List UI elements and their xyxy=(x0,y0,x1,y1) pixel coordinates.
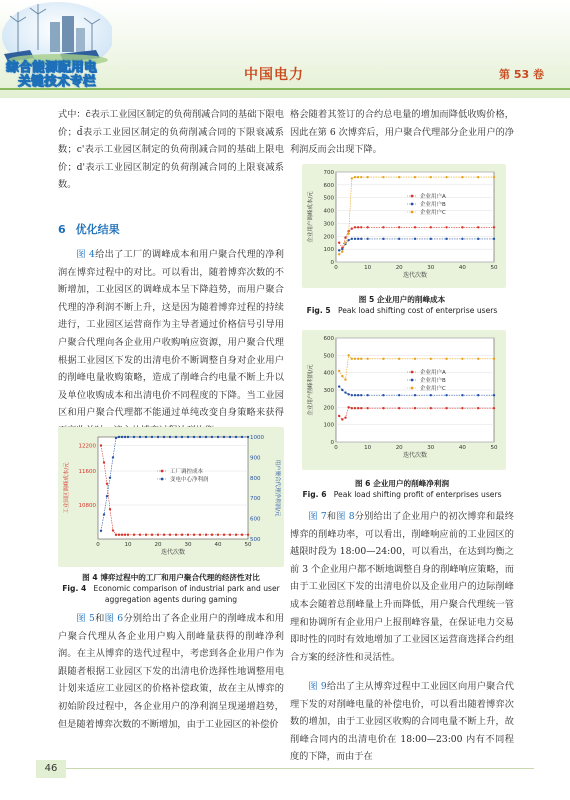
data-point xyxy=(127,534,129,536)
fig4-label: Fig. 4 xyxy=(62,584,87,593)
data-point xyxy=(341,251,343,253)
y-tick-label: 500 xyxy=(323,353,334,360)
data-point xyxy=(445,176,447,178)
data-point xyxy=(100,530,102,532)
data-point xyxy=(461,394,463,396)
data-point xyxy=(145,534,147,536)
x-axis-label: 迭代次数 xyxy=(402,272,428,279)
data-point xyxy=(382,238,384,240)
y-right-tick-label: 900 xyxy=(250,455,261,462)
data-point xyxy=(430,226,432,228)
left-paragraph-fig5-6 xyxy=(58,610,284,733)
data-point xyxy=(115,437,117,439)
fig4-caption-en xyxy=(58,583,284,605)
data-point xyxy=(354,358,356,360)
data-point xyxy=(351,358,353,360)
y-tick-label: 0 xyxy=(330,260,334,266)
data-point xyxy=(229,436,231,438)
data-point xyxy=(151,436,153,438)
data-point xyxy=(205,436,207,438)
data-point xyxy=(145,436,147,438)
y-tick-label: 11600 xyxy=(78,469,96,475)
x-tick-label: 40 xyxy=(458,265,466,271)
data-point xyxy=(181,534,183,536)
data-point xyxy=(338,415,340,417)
data-point xyxy=(493,407,495,409)
data-point xyxy=(118,436,120,438)
fig5-label: Fig. 5 xyxy=(306,306,331,315)
data-point xyxy=(347,354,349,356)
fig4-caption-en-text: Economic comparison of industrial park and user aggregation agents during gaming xyxy=(93,584,280,604)
data-point xyxy=(338,249,340,251)
fig5-caption-en xyxy=(290,305,514,316)
data-point xyxy=(366,394,368,396)
data-point xyxy=(357,394,359,396)
fig8-reference-link[interactable]: 图 8 xyxy=(336,511,355,522)
y-right-tick-label: 600 xyxy=(250,516,261,523)
fig6-caption-en-text: Peak load shifting profit of enterprises users xyxy=(333,490,502,499)
legend-label: 企业用户C xyxy=(420,386,446,392)
data-point xyxy=(357,226,359,228)
data-point xyxy=(477,226,479,228)
data-point xyxy=(121,436,123,438)
y-tick-label: 600 xyxy=(323,182,334,189)
data-point xyxy=(341,389,343,391)
data-point xyxy=(414,176,416,178)
data-point xyxy=(398,238,400,240)
data-point xyxy=(398,407,400,409)
x-tick-label: 0 xyxy=(334,265,338,271)
data-point xyxy=(199,436,201,438)
data-point xyxy=(360,226,362,228)
fig6-reference-link[interactable]: 图 6 xyxy=(104,613,124,624)
data-point xyxy=(493,394,495,396)
fig5-reference-link[interactable]: 图 5 xyxy=(76,613,95,624)
data-point xyxy=(347,239,349,241)
data-point xyxy=(211,436,213,438)
x-axis-label: 迭代次数 xyxy=(160,549,186,556)
x-tick-label: 30 xyxy=(427,265,435,271)
data-point xyxy=(398,176,400,178)
data-point xyxy=(211,534,213,536)
data-point xyxy=(139,534,141,536)
page-number: 46 xyxy=(36,760,66,778)
data-point xyxy=(223,436,225,438)
y-tick-label: 400 xyxy=(323,208,334,215)
data-point xyxy=(100,444,102,446)
data-point xyxy=(360,394,362,396)
y-axis-label: 企业用户削峰利润/元 xyxy=(308,364,314,416)
data-point xyxy=(414,358,416,360)
fig5-caption-en-text: Peak load shifting cost of enterprise users xyxy=(337,306,498,315)
data-point xyxy=(430,394,432,396)
right-paragraph-fig9 xyxy=(290,678,514,766)
y-axis-label: 企业用户调峰成本/元 xyxy=(308,191,314,243)
x-tick-label: 50 xyxy=(244,542,252,548)
paragraph-text: 给出了主从博弈过程中工业园区向用户聚合代理下发的对削峰电量的补偿电价，可以看出随着博弈次数的增加，由于工业园区收购的合同电量不断上升，故削峰合同内的出清电价在 18:00—23:00 内有不同程度的下降，而由于在 xyxy=(290,681,514,763)
y-tick-label: 400 xyxy=(323,370,334,377)
data-point xyxy=(357,358,359,360)
paragraph-text: 分别给出了各企业用户的削峰成本和用户聚合代理从各企业用户购入削峰量获得的削峰净利润。在主从博弈的迭代过程中，考虑到各企业用户作为跟随者根据工业园区下发的出清电价选择性地调整用电计划来适应工业园区的价格补偿政策，故在主从博弈的初始阶段过程中，各企业用户的净利润呈现递增趋势，但是随着博弈次数的不断增加，由于工业园区的补偿价 xyxy=(58,613,285,730)
y-tick-label: 10800 xyxy=(78,503,96,509)
x-tick-label: 30 xyxy=(184,542,192,548)
data-point xyxy=(124,436,126,438)
data-point xyxy=(124,534,126,536)
journal-title: 中国电力 xyxy=(244,67,304,83)
data-point xyxy=(477,394,479,396)
data-point xyxy=(366,358,368,360)
data-point xyxy=(477,176,479,178)
paragraph-text: 分别给出了企业用户的初次博弈和最终博弈的削峰功率，可以看出，削峰响应前的工业园区的越限时段为 18:00—24:00，可以看出，在达到均衡之前 3 个企业用户都不断地调整自身的削峰响应策略，而由于工业园区下发的出清电价以及企业用户的边际削峰成本会随着总削峰量上升而降低，用户聚合代理统一管理和协调所有企业用户上报削峰容量，在保证电力交易即时性的同时有效地增加了工业园区运营商选择合约组合方案的经济性和灵活性。 xyxy=(290,511,514,663)
data-point xyxy=(112,456,114,458)
data-point xyxy=(477,407,479,409)
fig6-chart xyxy=(302,330,506,470)
y-tick-label: 100 xyxy=(323,247,334,254)
legend-label: 变电中心净利润 xyxy=(170,477,209,483)
y-tick-label: 500 xyxy=(323,195,334,202)
y-tick-label: 12200 xyxy=(78,443,96,450)
section-heading xyxy=(58,221,130,237)
data-point xyxy=(360,176,362,178)
data-point xyxy=(112,529,114,531)
data-point xyxy=(382,176,384,178)
legend-label: 企业用户B xyxy=(420,202,446,208)
data-point xyxy=(106,495,108,497)
data-point xyxy=(461,238,463,240)
y-tick-label: 300 xyxy=(323,221,334,228)
data-point xyxy=(360,238,362,240)
y-tick-label: 100 xyxy=(323,422,334,429)
y-tick-label: 200 xyxy=(323,234,334,241)
legend-label: 企业用户B xyxy=(420,378,446,384)
plot-area xyxy=(98,437,248,539)
x-tick-label: 0 xyxy=(334,445,338,451)
data-point xyxy=(347,233,349,235)
section-title: 优化结果 xyxy=(75,223,120,236)
data-point xyxy=(430,176,432,178)
data-point xyxy=(382,358,384,360)
data-point xyxy=(347,393,349,395)
y-right-tick-label: 700 xyxy=(250,496,261,503)
data-point xyxy=(414,394,416,396)
fig5-caption-cn: 图 5 企业用户的削峰成本 xyxy=(358,295,446,304)
y-right-axis-label: 用户聚合代理净利润/元 xyxy=(274,459,280,517)
data-point xyxy=(187,436,189,438)
x-tick-label: 50 xyxy=(490,445,498,451)
fig6-caption-cn: 图 6 企业用户的削峰净利润 xyxy=(354,479,450,488)
y-tick-label: 600 xyxy=(323,336,334,342)
data-point xyxy=(366,226,368,228)
logo-title-line2: 关键技术专栏 xyxy=(18,73,97,88)
data-point xyxy=(241,436,243,438)
data-point xyxy=(461,226,463,228)
figure-4 xyxy=(58,427,284,567)
data-point xyxy=(344,378,346,380)
data-point xyxy=(493,226,495,228)
and-word: 和 xyxy=(94,613,105,624)
data-point xyxy=(344,391,346,393)
data-point xyxy=(366,407,368,409)
fig4-chart xyxy=(58,427,284,567)
x-tick-label: 0 xyxy=(96,542,100,548)
data-point xyxy=(344,417,346,419)
data-point xyxy=(241,534,243,536)
fig4-reference-link[interactable]: 图 4 xyxy=(76,249,95,260)
data-point xyxy=(357,407,359,409)
x-tick-label: 40 xyxy=(458,445,466,451)
logo-title-line1: 综合能源配用电 xyxy=(6,59,98,74)
data-point xyxy=(157,436,159,438)
x-tick-label: 40 xyxy=(214,542,222,548)
data-point xyxy=(229,534,231,536)
x-tick-label: 20 xyxy=(154,542,162,548)
data-point xyxy=(382,394,384,396)
data-point xyxy=(247,534,249,536)
data-point xyxy=(235,436,237,438)
data-point xyxy=(398,394,400,396)
data-point xyxy=(351,407,353,409)
data-point xyxy=(338,242,340,244)
data-point xyxy=(193,534,195,536)
footer-rule xyxy=(66,768,534,769)
data-point xyxy=(127,436,129,438)
data-point xyxy=(247,436,249,438)
paragraph-text: 给出了工厂的调峰成本和用户聚合代理的净利润在博弈过程中的对比。可以看出，随着博弈次数的不断增加，工业园区的调峰成本呈下降趋势，而用户聚合代理的净利润不断上升，这是因为随着博弈过程的持续进行，工业园区运营商作为主导者通过价格信号引导用户聚合代理向各企业用户收购响应资源，用户聚合代理根据工业园区下发的出清电价不断调整自身对企业用户的削峰电量收购策略，造成了削峰合约电量不断上升以及单位收购成本和出清电价不同程度的下降。当工业园区和用户聚合代理都不能通过单纯改变自身策略来获得 xyxy=(58,249,284,419)
data-point xyxy=(338,253,340,255)
data-point xyxy=(109,477,111,479)
data-point xyxy=(354,176,356,178)
figure-5 xyxy=(302,164,506,288)
data-point xyxy=(445,407,447,409)
data-point xyxy=(223,534,225,536)
data-point xyxy=(103,461,105,463)
data-point xyxy=(382,407,384,409)
data-point xyxy=(493,238,495,240)
data-point xyxy=(382,226,384,228)
data-point xyxy=(430,358,432,360)
data-point xyxy=(445,358,447,360)
y-right-tick-label: 500 xyxy=(250,537,261,543)
y-right-tick-label: 1000 xyxy=(250,435,264,441)
right-paragraph-fig7-8 xyxy=(290,508,514,666)
and-word: 和 xyxy=(326,511,337,522)
right-intro-paragraph: 格会随着其签订的合约总电量的增加而降低收购价格，因此在第 6 次博弈后，用户聚合代理部分企业用户的净利润反而会出现下降。 xyxy=(290,109,514,156)
data-point xyxy=(169,534,171,536)
data-point xyxy=(430,238,432,240)
x-tick-label: 10 xyxy=(364,445,372,451)
figure-6 xyxy=(302,330,506,470)
data-point xyxy=(163,436,165,438)
x-axis-label: 迭代次数 xyxy=(402,452,428,459)
data-point xyxy=(103,513,105,515)
data-point xyxy=(175,534,177,536)
fig7-reference-link[interactable]: 图 7 xyxy=(308,511,327,522)
data-point xyxy=(151,534,153,536)
legend-label: 企业用户C xyxy=(420,210,446,216)
data-point xyxy=(163,534,165,536)
data-point xyxy=(199,534,201,536)
y-tick-label: 0 xyxy=(330,440,334,446)
volume-label: 第 53 卷 xyxy=(499,68,544,81)
data-point xyxy=(354,407,356,409)
data-point xyxy=(341,375,343,377)
data-point xyxy=(351,227,353,229)
data-point xyxy=(344,242,346,244)
data-point xyxy=(121,534,123,536)
data-point xyxy=(193,436,195,438)
data-point xyxy=(354,394,356,396)
data-point xyxy=(445,238,447,240)
data-point xyxy=(354,238,356,240)
y-tick-label: 200 xyxy=(323,405,334,412)
data-point xyxy=(493,176,495,178)
x-tick-label: 10 xyxy=(124,542,132,548)
data-point xyxy=(477,358,479,360)
data-point xyxy=(187,534,189,536)
y-tick-label: 300 xyxy=(323,388,334,394)
data-point xyxy=(217,436,219,438)
data-point xyxy=(338,385,340,387)
legend-label: 企业用户A xyxy=(420,194,446,200)
data-point xyxy=(351,177,353,179)
data-point xyxy=(445,394,447,396)
data-point xyxy=(205,534,207,536)
fig5-chart xyxy=(302,164,506,288)
data-point xyxy=(139,436,141,438)
fig6-label: Fig. 6 xyxy=(302,490,327,499)
data-point xyxy=(181,436,183,438)
x-tick-label: 20 xyxy=(395,265,403,271)
data-point xyxy=(357,238,359,240)
y-tick-label: 700 xyxy=(323,170,334,176)
left-intro-paragraph: 式中：c̄表示工业园区制定的负荷削减合同的基础下限电价；d̄表示工业园区制定的负荷削减合同的下限衰减系数；c'表示工业园区制定的负荷削减合同的基础上限电价；d'表示工业园区制定的负荷削减合同的上限衰减系数。 xyxy=(58,109,284,191)
left-paragraph-fig4 xyxy=(58,246,284,440)
fig4-caption-cn: 图 4 博弈过程中的工厂和用户聚合代理的经济性对比 xyxy=(82,573,260,582)
data-point xyxy=(341,418,343,420)
data-point xyxy=(414,226,416,228)
data-point xyxy=(398,358,400,360)
data-point xyxy=(414,238,416,240)
legend-label: 工厂调控成本 xyxy=(170,469,204,475)
data-point xyxy=(133,534,135,536)
data-point xyxy=(347,406,349,408)
data-point xyxy=(115,534,117,536)
data-point xyxy=(357,176,359,178)
data-point xyxy=(351,238,353,240)
data-point xyxy=(217,534,219,536)
column-logo xyxy=(0,0,112,86)
section-number: 6 xyxy=(58,223,66,236)
data-point xyxy=(493,358,495,360)
data-point xyxy=(477,238,479,240)
fig6-caption-en xyxy=(290,489,514,500)
y-axis-label: 工业园区调峰成本/元 xyxy=(64,462,70,514)
data-point xyxy=(133,436,135,438)
data-point xyxy=(354,226,356,228)
data-point xyxy=(360,358,362,360)
data-point xyxy=(106,483,108,485)
data-point xyxy=(175,436,177,438)
data-point xyxy=(366,238,368,240)
x-tick-label: 20 xyxy=(395,445,403,451)
data-point xyxy=(430,407,432,409)
data-point xyxy=(461,176,463,178)
y-right-tick-label: 800 xyxy=(250,475,261,482)
legend-label: 企业用户A xyxy=(420,370,446,376)
data-point xyxy=(235,534,237,536)
data-point xyxy=(366,176,368,178)
data-point xyxy=(344,236,346,238)
x-tick-label: 30 xyxy=(427,445,435,451)
plot-area xyxy=(336,172,494,262)
x-tick-label: 10 xyxy=(364,265,372,271)
x-tick-label: 50 xyxy=(490,265,498,271)
data-point xyxy=(414,407,416,409)
data-point xyxy=(118,534,120,536)
data-point xyxy=(445,226,447,228)
fig9-reference-link[interactable]: 图 9 xyxy=(308,681,327,692)
data-point xyxy=(157,534,159,536)
data-point xyxy=(461,407,463,409)
data-point xyxy=(398,226,400,228)
data-point xyxy=(461,358,463,360)
data-point xyxy=(169,436,171,438)
data-point xyxy=(351,394,353,396)
data-point xyxy=(109,508,111,510)
data-point xyxy=(338,370,340,372)
data-point xyxy=(360,407,362,409)
